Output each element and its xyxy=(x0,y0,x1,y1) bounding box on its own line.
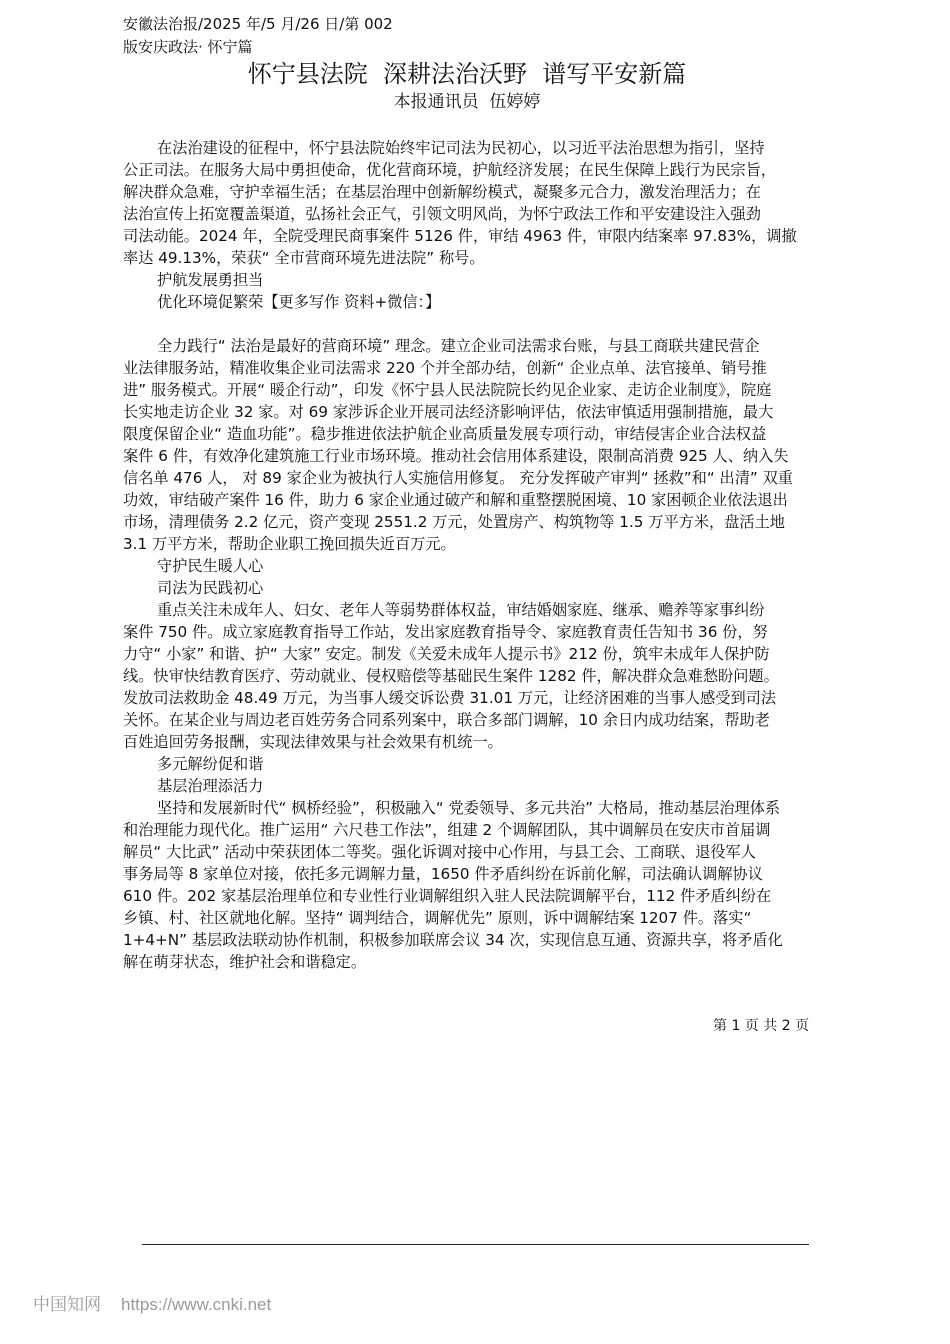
article-title: 怀宁县法院 深耕法治沃野 谱写平安新篇 xyxy=(247,60,687,88)
text-line: 多元解纷促和谐 xyxy=(157,755,264,773)
section-subheading xyxy=(123,555,838,577)
article-byline: 本报通讯员 伍婷婷 xyxy=(393,92,541,112)
text-line: 3.1 万平方米，帮助企业职工挽回损失近百万元。 xyxy=(123,535,456,553)
footer-url-link[interactable]: https://www.cnki.net xyxy=(121,1295,272,1314)
section-subheading xyxy=(123,577,838,599)
section-subheading xyxy=(123,753,838,775)
paragraph xyxy=(123,137,838,269)
text-line: 进” 服务模式。开展“ 暖企行动”，印发《怀宁县人民法院院长约见企业家、走访企业制度》，院庭 xyxy=(123,381,772,399)
text-line: 解员“ 大比武” 活动中荣获团体二等奖。强化诉调对接中心作用，与县工会、工商联、退役军人 xyxy=(123,843,756,861)
text-line: 坚持和发展新时代“ 枫桥经验”，积极融入“ 党委领导、多元共治” 大格局，推动基层治理体系 xyxy=(157,799,781,817)
text-line: 法治宣传上拓宽覆盖渠道，弘扬社会正气，引领文明风尚，为怀宁政法工作和平安建设注入强劲 xyxy=(123,205,761,223)
text-line: 长实地走访企业 32 家。对 69 家涉诉企业开展司法经济影响评估，依法审慎适用强制措施，最大 xyxy=(123,403,774,421)
text-line: 护航发展勇担当 xyxy=(157,271,264,289)
text-line: 和治理能力现代化。推广运用“ 六尺巷工作法”，组建 2 个调解团队，其中调解员在安庆市首届调 xyxy=(123,821,771,839)
text-line: 限度保留企业“ 造血功能”。稳步推进依法护航企业高质量发展专项行动，审结侵害企业合法权益 xyxy=(123,425,767,443)
text-line: 解决群众急难，守护幸福生活；在基层治理中创新解纷模式，凝聚多元合力，激发治理活力；在 xyxy=(123,183,761,201)
paragraph xyxy=(123,335,838,555)
text-line: 力守“ 小家” 和谐、护“ 大家” 安定。制发《关爱未成年人提示书》212 份，筑牢未成年人保护防 xyxy=(123,645,770,663)
text-line: 守护民生暖人心 xyxy=(157,557,264,575)
text-line: 重点关注未成年人、妇女、老年人等弱势群体权益，审结婚姻家庭、继承、赡养等家事纠纷 xyxy=(157,601,765,619)
text-line: 司法为民践初心 xyxy=(157,579,264,597)
text-line: 全力践行“ 法治是最好的营商环境” 理念。建立企业司法需求台账，与县工商联共建民营企 xyxy=(157,337,760,355)
text-line: 业法律服务站，精准收集企业司法需求 220 个并全部办结，创新“ 企业点单、法官接单、销号推 xyxy=(123,359,767,377)
page-indicator: 第 1 页 共 2 页 xyxy=(713,1018,810,1034)
paragraph-spacer xyxy=(123,313,838,335)
text-line: 基层治理添活力 xyxy=(157,777,264,795)
paragraph xyxy=(123,599,838,753)
text-line: 线。快审快结教育医疗、劳动就业、侵权赔偿等基础民生案件 1282 件，解决群众急难愁盼问题。 xyxy=(123,667,779,685)
section-subheading xyxy=(123,291,838,313)
paragraph xyxy=(123,797,838,973)
footer xyxy=(33,1293,271,1317)
text-line: 610 件。202 家基层治理单位和专业性行业调解组织入驻人民法院调解平台，112 件矛盾纠纷在 xyxy=(123,887,772,905)
text-line: 关怀。在某企业与周边老百姓劳务合同系列案中，联合多部门调解，10 余日内成功结案，帮助老 xyxy=(123,711,770,729)
text-line: 1+4+N” 基层政法联动协作机制，积极参加联席会议 34 次，实现信息互通、资源共享，将矛盾化 xyxy=(123,931,783,949)
text-line: 市场，清理债务 2.2 亿元，资产变现 2551.2 万元，处置房产、构筑物等 1.5 万平方米，盘活土地 xyxy=(123,513,785,531)
text-line: 案件 6 件，有效净化建筑施工行业市场环境。推动社会信用体系建设，限制高消费 925 人、纳入失 xyxy=(123,447,789,465)
text-line: 优化环境促繁荣【更多写作 资料+微信：】 xyxy=(157,293,441,311)
text-line: 案件 750 件。成立家庭教育指导工作站，发出家庭教育指导令、家庭教育责任告知书 36 份，努 xyxy=(123,623,768,641)
text-line: 解在萌芽状态，维护社会和谐稳定。 xyxy=(123,953,366,971)
text-line: 司法动能。2024 年，全院受理民商事案件 5126 件，审结 4963 件，审限内结案率 97.83%，调撤 xyxy=(123,227,797,245)
section-subheading xyxy=(123,775,838,797)
section-subheading xyxy=(123,269,838,291)
text-line: 功效，审结破产案件 16 件，助力 6 家企业通过破产和解和重整摆脱困境、10 家困顿企业依法退出 xyxy=(123,491,788,509)
text-line: 发放司法救助金 48.49 万元，为当事人缓交诉讼费 31.01 万元，让经济困难的当事人感受到司法 xyxy=(123,689,777,707)
text-line: 事务局等 8 家单位对接，依托多元调解力量，1650 件矛盾纠纷在诉前化解，司法确认调解协议 xyxy=(123,865,763,883)
footer-divider xyxy=(142,1244,809,1245)
text-line: 率达 49.13%，荣获“ 全市营商环境先进法院” 称号。 xyxy=(123,249,485,267)
text-line: 公正司法。在服务大局中勇担使命，优化营商环境，护航经济发展；在民生保障上践行为民宗旨， xyxy=(123,161,777,179)
text-line: 信名单 476 人， 对 89 家企业为被执行人实施信用修复。 充分发挥破产审判“ 拯救”和“ 出清” 双重 xyxy=(123,469,793,487)
article-body xyxy=(123,137,838,973)
text-line: 百姓追回劳务报酬，实现法律效果与社会效果有机统一。 xyxy=(123,733,503,751)
footer-brand: 中国知网 xyxy=(33,1295,101,1314)
section-line: 版安庆政法· 怀宁篇 xyxy=(123,38,253,56)
text-line: 在法治建设的征程中，怀宁县法院始终牢记司法为民初心，以习近平法治思想为指引，坚持 xyxy=(157,139,765,157)
source-line: 安徽法治报/2025 年/5 月/26 日/第 002 xyxy=(123,15,393,33)
text-line: 乡镇、村、社区就地化解。坚持“ 调判结合，调解优先” 原则，诉中调解结案 1207 件。落实“ xyxy=(123,909,752,927)
